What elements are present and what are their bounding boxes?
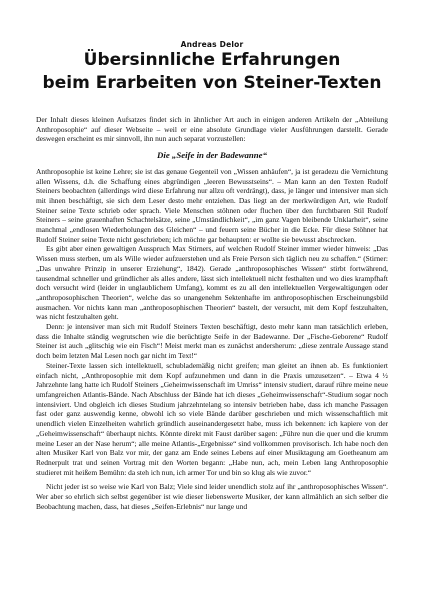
paragraph-3: Denn: je intensiver man sich mit Rudolf Steiners Texten beschäftigt, desto mehr kann man tatsächlich erleben, dass die Inhalte ständig wegrutschen wie die berüchtigte Seife in der Badewanne. Der „Fische-Geborene“ Rudolf Steiner ist auch „glitschig wie ein Fisch“! Meist merkt man es zunächst andersherum: „diese zentrale Aussage stand doch beim letzten Mal Lesen noch gar nicht im Text!“ [36,322,388,361]
article-body [36,115,388,511]
paragraph-1: Anthroposophie ist keine Lehre; sie ist das genaue Gegenteil von „Wissen anhäufen“, ja ist geradezu die Vernichtung allen Wissens, d.h. die Schaffung eines abgründigen „leeren Bewusstseins“. – Man kann an den Texten Rudolf Steiners beobachten (allerdings wird diese Erfahrung nur allzu oft verdrängt), dass, je länger und intensiver man sich mit ihnen beschäftigt, sie sich dem Leser desto mehr entziehen. Das liegt an der merkwürdigen Art, wie Rudolf Steiner seine Texte schrieb oder sprach. Viele Menschen stöhnen oder fluchen über den furchtbaren Stil Rudolf Steiners – seine grauenhaften Schachtelsätze, seine „Umständlichkeit“, „im ganz Vagen bleibende Unklarheit“, seine manchmal „endlosen Wiederholungen des Gleichen“ – und feuern seine Bücher in die Ecke. Für diese Stöhner hat Rudolf Steiner seine Texte nicht geschrieben; ich möchte gar behaupten: er wollte sie bewusst abschrecken. [36,166,388,244]
intro-paragraph: Der Inhalt dieses kleinen Aufsatzes findet sich in ähnlicher Art auch in einigen anderen Artikeln der „Abteilung Anthroposophie“ auf dieser Webseite – weil er eine absolute Grundlage vieler Ausführungen darstellt. Gerade deswegen erscheint es mir sinnvoll, ihn nun auch separat vorzustellen: [36,115,388,144]
title-line-1: Übersinnliche Erfahrungen [83,50,341,70]
title-line-2: beim Erarbeiten von Steiner-Texten [42,73,382,93]
paragraph-4: Steiner-Texte lassen sich intellektuell, schublademäßig nicht greifen; man gleitet an ihnen ab. Es funktioniert einfach nicht, „Anthroposophie mit dem Kopf aufzunehmen und dann in die Praxis umzusetzen“. – Etwa 4 ½ Jahrzehnte lang hatte ich Rudolf Steiners „Geheimwissenschaft im Umriss“ intensiv studiert, darauf rühre meine neue umfangreichen Atlantis-Bände. Nach Abschluss der Bände hat ich dieses „Geheimwissenschaft“-Studium sogar noch intensiviert. Und obgleich ich dieses Studium jahrzehntelang so intensiv betrieben habe, dass ich manche Passagen fast oder ganz auswendig kenne, obwohl ich so viele Bände darüber geschrieben und mich wissenschaftlich mit unendlich vielen Einzelheiten wahrlich gründlich auseinandergesetzt habe, muss ich bekennen: ich kapiere von der „Geheimwissenschaft“ überhaupt nichts. Könnte direkt mit Faust darüber sagen: „Führe nun die quer und die krumm meine Leser an der Nase herum“; alle meine Atlantis-„Ergebnisse“ sind vollkommen provisorisch. Ich habe noch den alten Musiker Karl von Balz vor mir, der ganz am Ende seines Lebens auf einer Musiktagung am Goetheanum am Rednerpult trat und seinen Vortrag mit den Worten begann: „Habe nun, ach, mein Leben lang Anthroposophie studieret mit heißem Bemühn: da steh ich nun, ich armer Tor und bin so klug als wie zuvor.“ [36,360,388,477]
author-name: Andreas Delor [180,40,244,49]
paragraph-5: Nicht jeder ist so weise wie Karl von Balz; Viele sind leider unendlich stolz auf ihr „anthroposophisches Wissen“. Wer aber so ehrlich sich selbst gegenüber ist wie dieser liebenswerte Musiker, der kann allmählich an sich selber die Beobachtung machen, dass, hat dieses „Seifen-Erlebnis“ nur lange und [36,482,388,511]
paragraph-2: Es gibt aber einen gewaltigen Ausspruch Max Stirners, auf welchen Rudolf Steiner immer wieder hinweis: „Das Wissen muss sterben, um als Wille wieder aufzuerstehen und als Freie Person sich täglich neu zu schaffen.“ (Stirner: „Das unwahre Prinzip in unserer Erziehung“, 1842). Gerade „anthroposophisches Wissen“ stirbt fortwährend, tausendmal schneller und gründlicher als alles andere, lässt sich intellektuell nicht festhalten und wo dies krampfhaft doch versucht wird (leider in unglaublichem Umfang), kommt es zu all den intellektuellen Vergewaltigungen oder „anthroposophischen Theorien“, welche das so unangenehm Sektenhafte im anthroposophischen Erscheinungsbild ausmachen. Vor nichts kann man „anthroposophischen Theorien“ bastelt, der versucht, mit dem Kopf festzuhalten, was nicht festzuhalten geht. [36,244,388,322]
section-heading: Die „Seife in der Badewanne“ [157,150,267,161]
